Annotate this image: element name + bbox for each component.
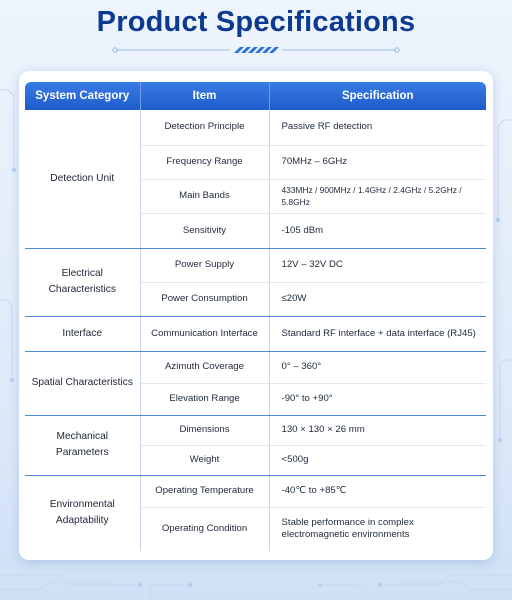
category-cell: Environmental Adaptability — [25, 475, 140, 551]
category-cell: Interface — [25, 316, 140, 351]
header-specification: Specification — [269, 82, 486, 110]
category-cell: Detection Unit — [25, 110, 140, 248]
item-cell: Azimuth Coverage — [140, 351, 269, 383]
item-cell: Communication Interface — [140, 316, 269, 351]
header-system-category: System Category — [25, 82, 140, 110]
spec-cell: 12V – 32V DC — [269, 248, 486, 282]
spec-cell: -105 dBm — [269, 213, 486, 248]
table-row — [25, 475, 486, 507]
table-row — [25, 316, 486, 351]
title-underline-decoration — [110, 44, 402, 56]
category-cell: Electrical Characteristics — [25, 248, 140, 316]
item-cell: Dimensions — [140, 415, 269, 445]
item-cell: Main Bands — [140, 179, 269, 213]
header-item: Item — [140, 82, 269, 110]
table-row — [25, 415, 486, 445]
spec-cell: 70MHz – 6GHz — [269, 145, 486, 179]
table-row — [25, 248, 486, 282]
spec-cell: Stable performance in complex electromagnetic environments — [281, 517, 414, 541]
item-cell: Power Consumption — [140, 282, 269, 316]
spec-cell: 130 × 130 × 26 mm — [269, 415, 486, 445]
table-header-row — [25, 82, 486, 110]
item-cell: Weight — [140, 445, 269, 475]
item-cell: Operating Condition — [140, 507, 269, 551]
item-cell: Frequency Range — [140, 145, 269, 179]
spec-cell: <500g — [269, 445, 486, 475]
spec-cell: ≤20W — [269, 282, 486, 316]
item-cell: Elevation Range — [140, 383, 269, 415]
page-title: Product Specifications — [96, 6, 416, 38]
item-cell: Operating Temperature — [140, 475, 269, 507]
spec-table — [25, 82, 486, 551]
spec-cell: Passive RF detection — [269, 110, 486, 145]
spec-cell: -90° to +90° — [269, 383, 486, 415]
item-cell: Detection Principle — [140, 110, 269, 145]
spec-cell: 433MHz / 900MHz / 1.4GHz / 2.4GHz / 5.2GHz / 5.8GHz — [269, 179, 486, 213]
item-cell: Sensitivity — [140, 213, 269, 248]
category-cell: Spatial Characteristics — [25, 351, 140, 415]
spec-cell: -40℃ to +85℃ — [269, 475, 486, 507]
spec-cell: Standard RF interface + data interface (RJ45) — [269, 316, 486, 351]
table-row — [25, 110, 486, 145]
table-row — [25, 351, 486, 383]
category-cell: Mechanical Parameters — [25, 415, 140, 475]
spec-cell: 0° – 360° — [269, 351, 486, 383]
item-cell: Power Supply — [140, 248, 269, 282]
